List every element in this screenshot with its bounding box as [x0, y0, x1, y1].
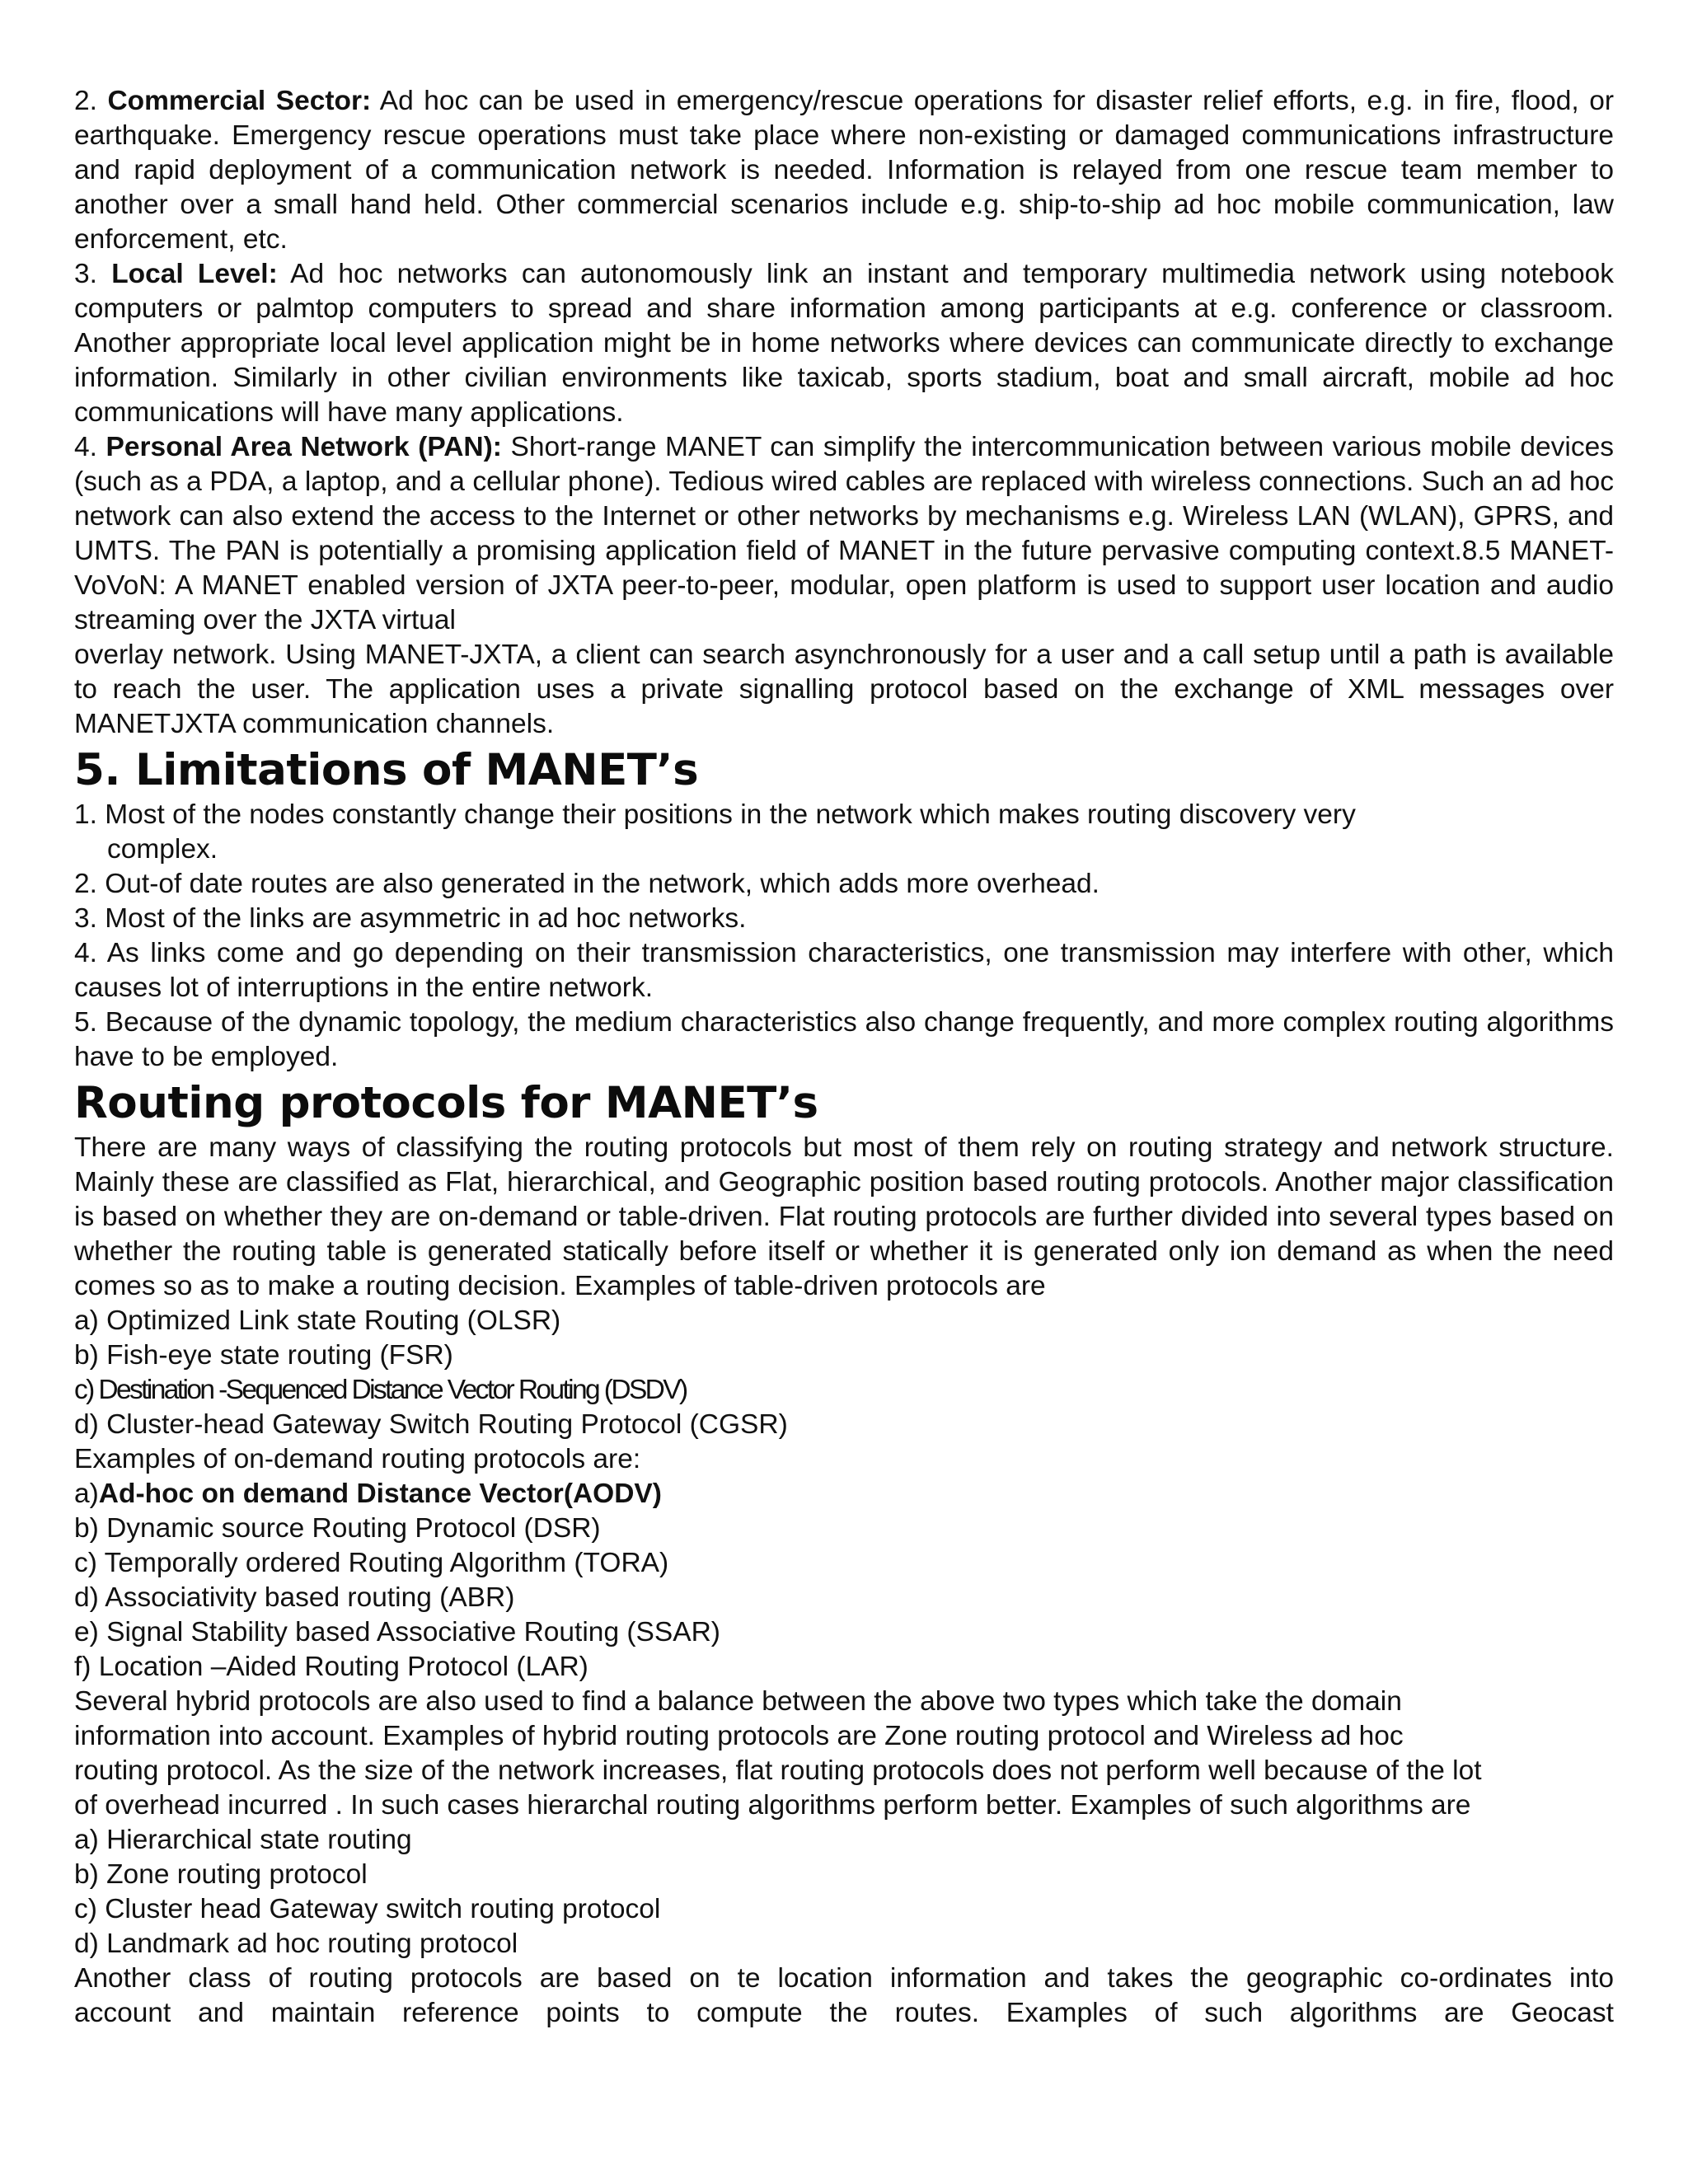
item-text: Ad hoc networks can autonomously link an instant and temporary multimedia network using notebook computers or palmtop computers to spread and share information among participants at e.g. conference or classroom. Another appropriate local level application might be in home networks where devices can communicate directly to exchange information. Similarly in other civilian environments like taxicab, sports stadium, boat and small aircraft, mobile ad hoc communications will have many applications. — [74, 259, 1614, 428]
list-item: d) Landmark ad hoc routing protocol — [74, 1929, 518, 1959]
hybrid-line: Several hybrid protocols are also used to find a balance between the above two types which take the domain — [74, 1686, 1402, 1717]
list-item: d) Associativity based routing (ABR) — [74, 1582, 515, 1613]
document-page — [74, 84, 1614, 2031]
list-item: d) Cluster-head Gateway Switch Routing Protocol (CGSR) — [74, 1409, 788, 1440]
list-item: b) Zone routing protocol — [74, 1859, 368, 1890]
list-item: a) Optimized Link state Routing (OLSR) — [74, 1305, 561, 1336]
list-item: f) Location –Aided Routing Protocol (LAR) — [74, 1652, 588, 1682]
paragraph-pan — [74, 430, 1614, 638]
section-heading-routing: Routing protocols for MANET’s — [74, 1078, 818, 1128]
item-title: Personal Area Network (PAN): — [106, 432, 502, 462]
paragraph-manet-jxta: overlay network. Using MANET-JXTA, a client can search asynchronously for a user and a call setup until a path is available to reach the user. The application uses a private signalling protocol based on the exchange of XML messages over MANETJXTA communication channels. — [74, 640, 1614, 739]
paragraph-local-level — [74, 257, 1614, 430]
list-item: a) Hierarchical state routing — [74, 1825, 412, 1855]
limitation-item-4: 4. As links come and go depending on their transmission characteristics, one transmission may interfere with other, which causes lot of interruptions in the entire network. — [74, 938, 1614, 1003]
item-text: Ad hoc can be used in emergency/rescue operations for disaster relief efforts, e.g. in fire, flood, or earthquake. Emergency rescue operations must take place where non-existing or damaged communications infrastructure and rapid deployment of a communication network is needed. Information is relayed from one rescue team member to another over a small hand held. Other commercial scenarios include e.g. ship-to-ship ad hoc mobile communication, law enforcement, etc. — [74, 86, 1614, 255]
list-item: c) Destination -Sequenced Distance Vector Routing (DSDV) — [74, 1375, 687, 1405]
routing-intro: There are many ways of classifying the routing protocols but most of them rely on routing strategy and network structure. Mainly these are classified as Flat, hierarchical, and Geographic position based routing protocols. Another major classification is based on whether they are on-demand or table-driven. Flat routing protocols are further divided into several types based on whether the routing table is generated statically before itself or whether it is generated only ion demand as when the need comes so as to make a routing decision. Examples of table-driven protocols are — [74, 1132, 1614, 1301]
limitation-item-5: 5. Because of the dynamic topology, the medium characteristics also change frequently, and more complex routing algorithms have to be employed. — [74, 1007, 1614, 1072]
list-item: b) Dynamic source Routing Protocol (DSR) — [74, 1513, 601, 1544]
list-item-prefix: a) — [74, 1479, 99, 1509]
hybrid-line: of overhead incurred . In such cases hierarchal routing algorithms perform better. Examples of such algorithms are — [74, 1790, 1471, 1821]
list-item-bold: Ad-hoc on demand Distance Vector(AODV) — [98, 1479, 662, 1509]
on-demand-intro: Examples of on-demand routing protocols are: — [74, 1444, 641, 1474]
item-number: 2. — [74, 86, 97, 116]
list-item — [74, 1477, 1614, 1511]
item-title: Commercial Sector: — [107, 86, 372, 116]
limitation-item-1: 1. Most of the nodes constantly change their positions in the network which makes routing discovery very — [74, 799, 1356, 830]
location-line: Another class of routing protocols are based on te location information and takes the geographic co-ordinates into — [74, 1963, 1614, 1994]
item-number: 3. — [74, 259, 97, 289]
location-line: account and maintain reference points to compute the routes. Examples of such algorithms are Geocast — [74, 1998, 1614, 2028]
section-heading-limitations: 5. Limitations of MANET’s — [74, 745, 699, 795]
item-title: Local Level: — [111, 259, 278, 289]
hybrid-line: information into account. Examples of hybrid routing protocols are Zone routing protocol and Wireless ad hoc — [74, 1721, 1404, 1751]
limitation-item-2: 2. Out-of date routes are also generated in the network, which adds more overhead. — [74, 869, 1100, 899]
list-item: e) Signal Stability based Associative Routing (SSAR) — [74, 1617, 720, 1647]
limitation-item-1-continued: complex. — [107, 834, 218, 865]
list-item: c) Temporally ordered Routing Algorithm (TORA) — [74, 1548, 669, 1578]
list-item: c) Cluster head Gateway switch routing protocol — [74, 1894, 661, 1924]
hybrid-line: routing protocol. As the size of the network increases, flat routing protocols does not perform well because of the lot — [74, 1755, 1482, 1786]
item-number: 4. — [74, 432, 97, 462]
limitation-item-3: 3. Most of the links are asymmetric in ad hoc networks. — [74, 903, 747, 934]
paragraph-commercial-sector — [74, 84, 1614, 257]
item-text: Short-range MANET can simplify the intercommunication between various mobile devices (such as a PDA, a laptop, and a cellular phone). Tedious wired cables are replaced with wireless connections. Such an ad hoc network can also extend the access to the Internet or other networks by mechanisms e.g. Wireless LAN (WLAN), GPRS, and UMTS. The PAN is potentially a promising application field of MANET in the future pervasive computing context.8.5 MANET-VoVoN: A MANET enabled version of JXTA peer-to-peer, modular, open platform is used to support user location and audio streaming over the JXTA virtual — [74, 432, 1615, 635]
list-item: b) Fish-eye state routing (FSR) — [74, 1340, 453, 1371]
